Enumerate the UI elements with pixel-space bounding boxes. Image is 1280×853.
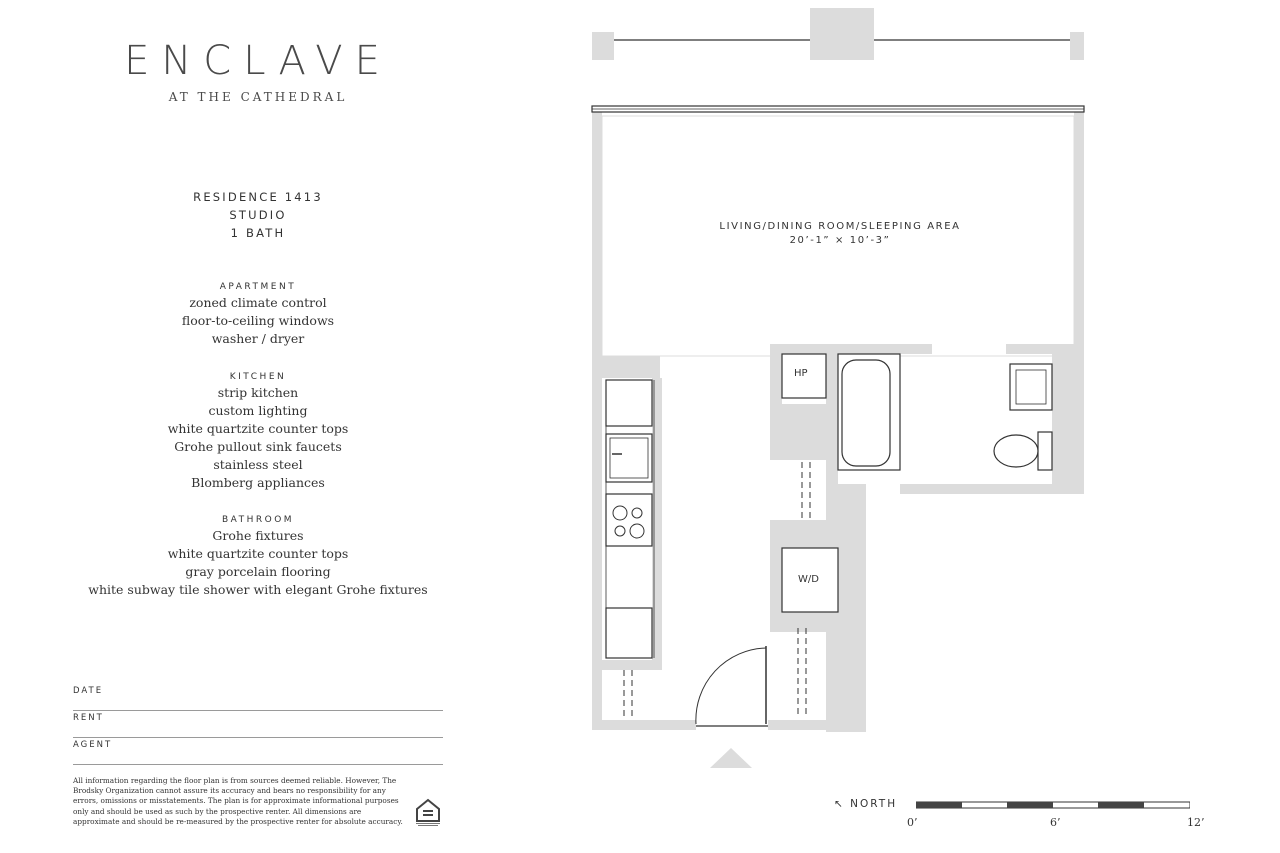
feature-item: white quartzite counter tops bbox=[167, 421, 349, 436]
disclaimer-text: All information regarding the floor plan is from sources deemed reliable. However, The Brodsky Organization cannot assure its accuracy and bears no responsibility for any errors, omissions or misstatements. The plan is for approximate informational purposes only and should be used as such by the prospective renter. All dimensions are approximate and should be re-measured by the prospective renter for absolute accuracy. bbox=[73, 776, 403, 826]
toilet-bowl bbox=[994, 435, 1038, 467]
entry-marker bbox=[710, 748, 752, 768]
room-dimensions: 20’-1” × 10’-3” bbox=[789, 235, 891, 246]
room-name: LIVING/DINING ROOM/SLEEPING AREA bbox=[719, 221, 961, 232]
column-left bbox=[592, 32, 614, 60]
kitchen-wall bbox=[602, 356, 660, 378]
feature-item: white subway tile shower with elegant Grohe fixtures bbox=[88, 582, 428, 597]
bath-south-wall bbox=[900, 484, 1084, 494]
agent-form bbox=[73, 684, 443, 765]
feature-item: Grohe fixtures bbox=[212, 528, 304, 543]
hp-label: HP bbox=[794, 368, 808, 379]
column-right bbox=[1070, 32, 1084, 60]
residence-type: STUDIO bbox=[229, 208, 287, 222]
equal-housing-opportunity-icon bbox=[414, 797, 442, 827]
feature-item: washer / dryer bbox=[211, 331, 305, 346]
feature-item: floor-to-ceiling windows bbox=[181, 313, 335, 328]
features-kitchen bbox=[58, 370, 458, 492]
fridge-cabinet bbox=[606, 380, 652, 426]
scale-label-start: 0’ bbox=[907, 816, 918, 829]
brand-logo bbox=[58, 38, 458, 104]
feature-item: custom lighting bbox=[208, 403, 308, 418]
floor-plan bbox=[580, 0, 1100, 780]
features-bathroom bbox=[58, 513, 458, 599]
feature-item: Grohe pullout sink faucets bbox=[174, 439, 342, 454]
agent-label: AGENT bbox=[73, 740, 113, 750]
bath-east-wall bbox=[1052, 344, 1084, 494]
range-cabinet bbox=[606, 494, 652, 546]
kitchen-divider bbox=[652, 378, 662, 668]
wall-west bbox=[592, 110, 602, 730]
bath-north-wall bbox=[770, 344, 932, 354]
scale-label-end: 12’ bbox=[1187, 816, 1205, 829]
residence-number: RESIDENCE 1413 bbox=[193, 190, 323, 204]
bathtub bbox=[838, 354, 900, 470]
rent-label: RENT bbox=[73, 713, 104, 723]
brand-subtitle: AT THE CATHEDRAL bbox=[168, 90, 348, 104]
door-swing bbox=[696, 648, 766, 724]
features-apartment bbox=[58, 280, 458, 348]
agent-field[interactable] bbox=[73, 738, 443, 765]
feature-item: stainless steel bbox=[213, 457, 303, 472]
wall-south-left bbox=[592, 720, 696, 730]
date-field[interactable] bbox=[73, 684, 443, 711]
toilet-tank bbox=[1038, 432, 1052, 470]
feature-item: zoned climate control bbox=[189, 295, 327, 310]
scale-bar bbox=[916, 801, 1190, 809]
feature-item: Blomberg appliances bbox=[191, 475, 325, 490]
north-label: NORTH bbox=[850, 798, 898, 810]
residence-baths: 1 BATH bbox=[230, 226, 286, 240]
date-label: DATE bbox=[73, 686, 104, 696]
column-center bbox=[810, 8, 874, 60]
section-heading: APARTMENT bbox=[219, 282, 297, 292]
kitchen-cabinets bbox=[606, 380, 652, 658]
lower-cabinet bbox=[606, 608, 652, 658]
wd-label: W/D bbox=[798, 574, 819, 585]
residence-info bbox=[58, 188, 458, 242]
scale-label-mid: 6’ bbox=[1050, 816, 1061, 829]
living-room-label bbox=[700, 220, 980, 248]
floor-plan-drawing bbox=[580, 0, 1100, 780]
section-heading: BATHROOM bbox=[221, 515, 295, 525]
feature-item: white quartzite counter tops bbox=[167, 546, 349, 561]
feature-item: strip kitchen bbox=[217, 385, 299, 400]
kitchen-base-wall bbox=[602, 660, 662, 670]
feature-item: gray porcelain flooring bbox=[185, 564, 331, 579]
section-heading: KITCHEN bbox=[229, 372, 287, 382]
north-arrow-icon: ↖ bbox=[834, 798, 845, 810]
north-indicator bbox=[834, 798, 897, 810]
brand-name: ENCLAVE bbox=[124, 38, 392, 84]
rent-field[interactable] bbox=[73, 711, 443, 738]
